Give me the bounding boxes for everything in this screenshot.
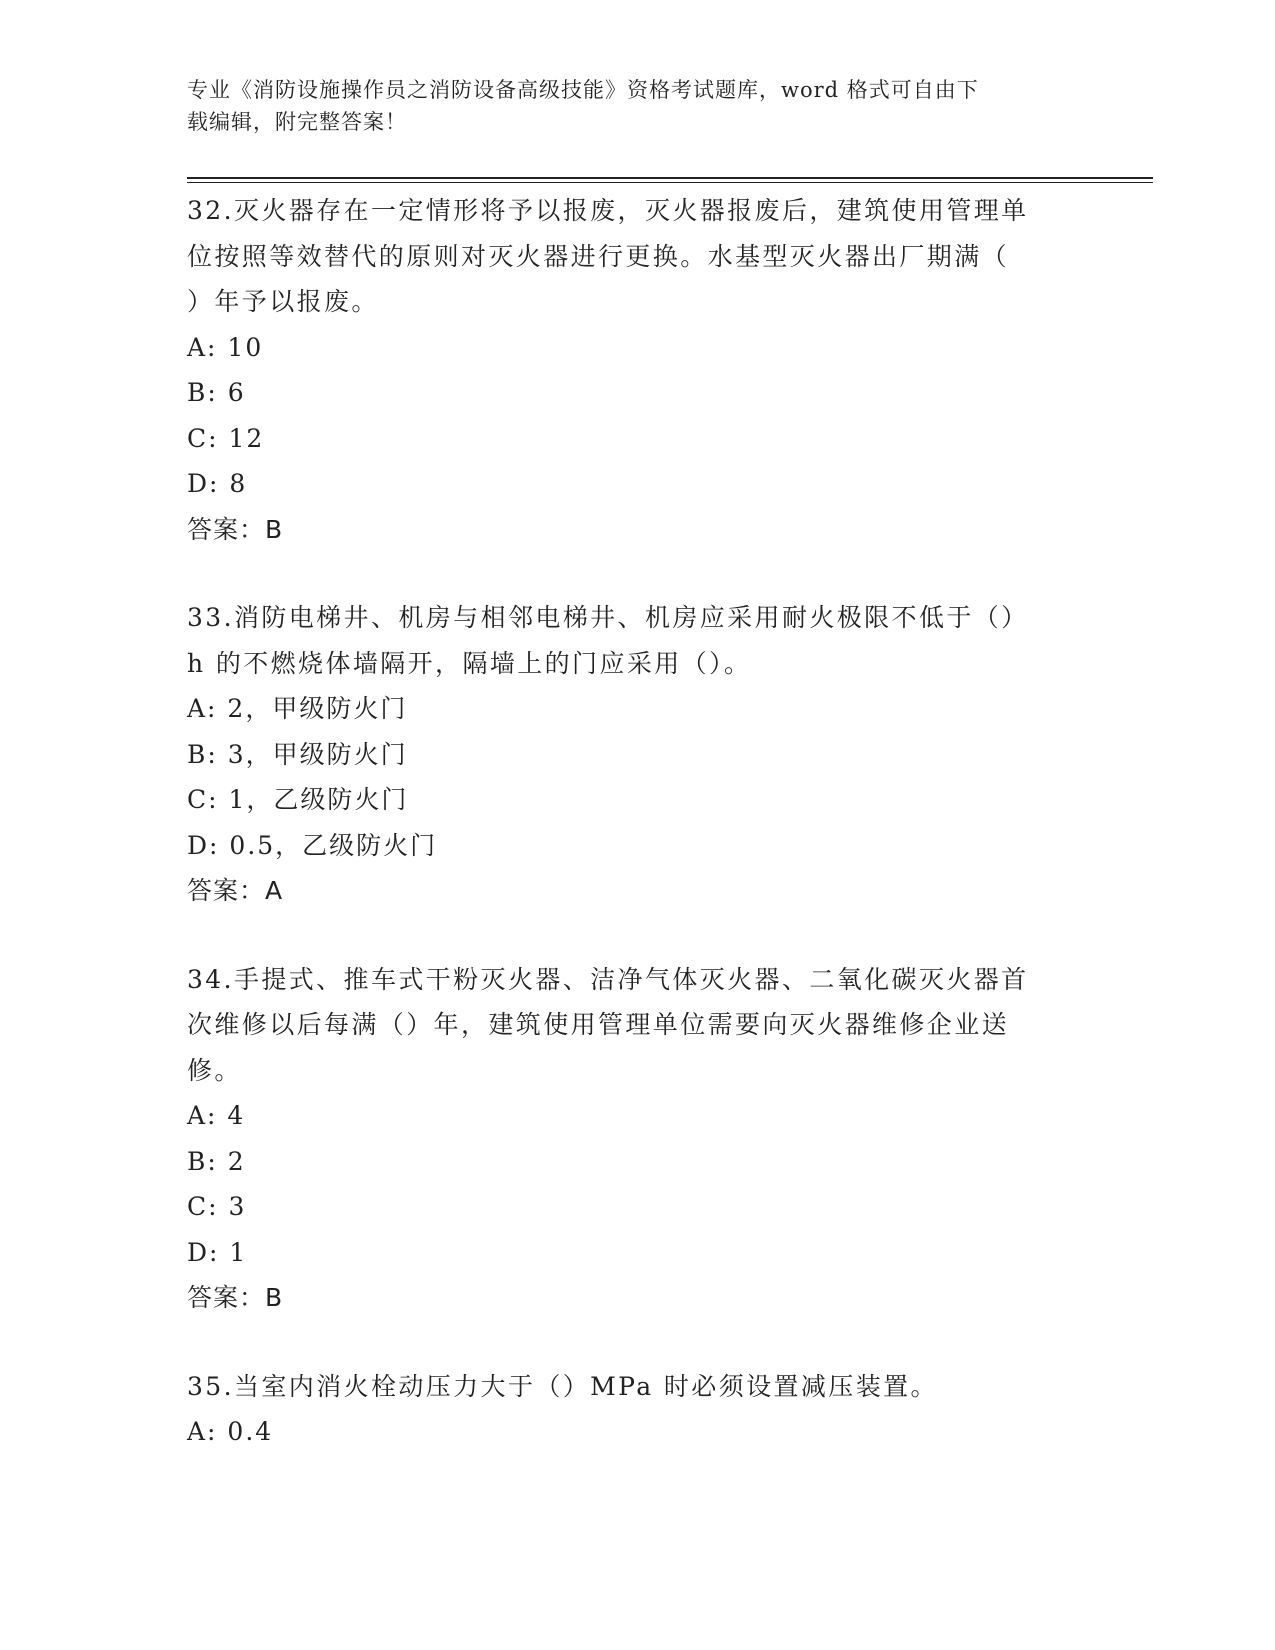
question-spacer xyxy=(187,914,1077,957)
header-line-2: 载编辑，附完整答案！ xyxy=(187,110,407,134)
option-a: A: 2，甲级防火门 xyxy=(187,694,408,723)
question-stem-line: 32.灭火器存在一定情形将予以报废，灭火器报废后，建筑使用管理单 xyxy=(187,196,1029,225)
question-34 xyxy=(187,957,1077,1321)
question-32 xyxy=(187,188,1077,552)
answer-line: 答案：B xyxy=(187,1283,284,1312)
option-b: B: 2 xyxy=(187,1146,246,1176)
option-d: D: 8 xyxy=(187,469,248,498)
option-c: C: 12 xyxy=(187,423,265,453)
question-stem-line: h 的不燃烧体墙隔开，隔墙上的门应采用（）。 xyxy=(187,648,752,678)
question-33 xyxy=(187,595,1077,914)
question-stem-line: ）年予以报废。 xyxy=(187,287,379,316)
question-stem-line: 33.消防电梯井、机房与相邻电梯井、机房应采用耐火极限不低于（） xyxy=(187,603,1029,632)
question-spacer xyxy=(187,552,1077,595)
option-a: A: 0.4 xyxy=(187,1417,274,1446)
option-d: D: 0.5，乙级防火门 xyxy=(187,830,438,860)
option-d: D: 1 xyxy=(187,1237,248,1267)
option-b: B: 6 xyxy=(187,378,246,407)
question-35 xyxy=(187,1364,1077,1455)
question-spacer xyxy=(187,1321,1077,1364)
header-divider-thin xyxy=(187,182,1153,183)
option-a: A: 4 xyxy=(187,1101,246,1130)
question-stem-line: 次维修以后每满（）年，建筑使用管理单位需要向灭火器维修企业送 xyxy=(187,1010,1010,1039)
header-line-1: 专业《消防设施操作员之消防设备高级技能》资格考试题库，word 格式可自由下 xyxy=(187,78,979,102)
answer-line: 答案：B xyxy=(187,514,284,544)
document-header xyxy=(187,74,1067,138)
question-stem-line: 35.当室内消火栓动压力大于（）MPa 时必须设置减压装置。 xyxy=(187,1371,938,1401)
option-c: C: 3 xyxy=(187,1192,247,1221)
question-stem-line: 修。 xyxy=(187,1055,242,1085)
option-b: B: 3，甲级防火门 xyxy=(187,739,408,769)
question-list xyxy=(187,188,1077,1455)
question-stem-line: 34.手提式、推车式干粉灭火器、洁净气体灭火器、二氧化碳灭火器首 xyxy=(187,964,1029,994)
header-divider-thick xyxy=(187,177,1153,179)
option-c: C: 1，乙级防火门 xyxy=(187,785,409,814)
question-stem-line: 位按照等效替代的原则对灭火器进行更换。水基型灭火器出厂期满（ xyxy=(187,241,1010,271)
answer-line: 答案：A xyxy=(187,876,284,905)
option-a: A: 10 xyxy=(187,332,264,362)
